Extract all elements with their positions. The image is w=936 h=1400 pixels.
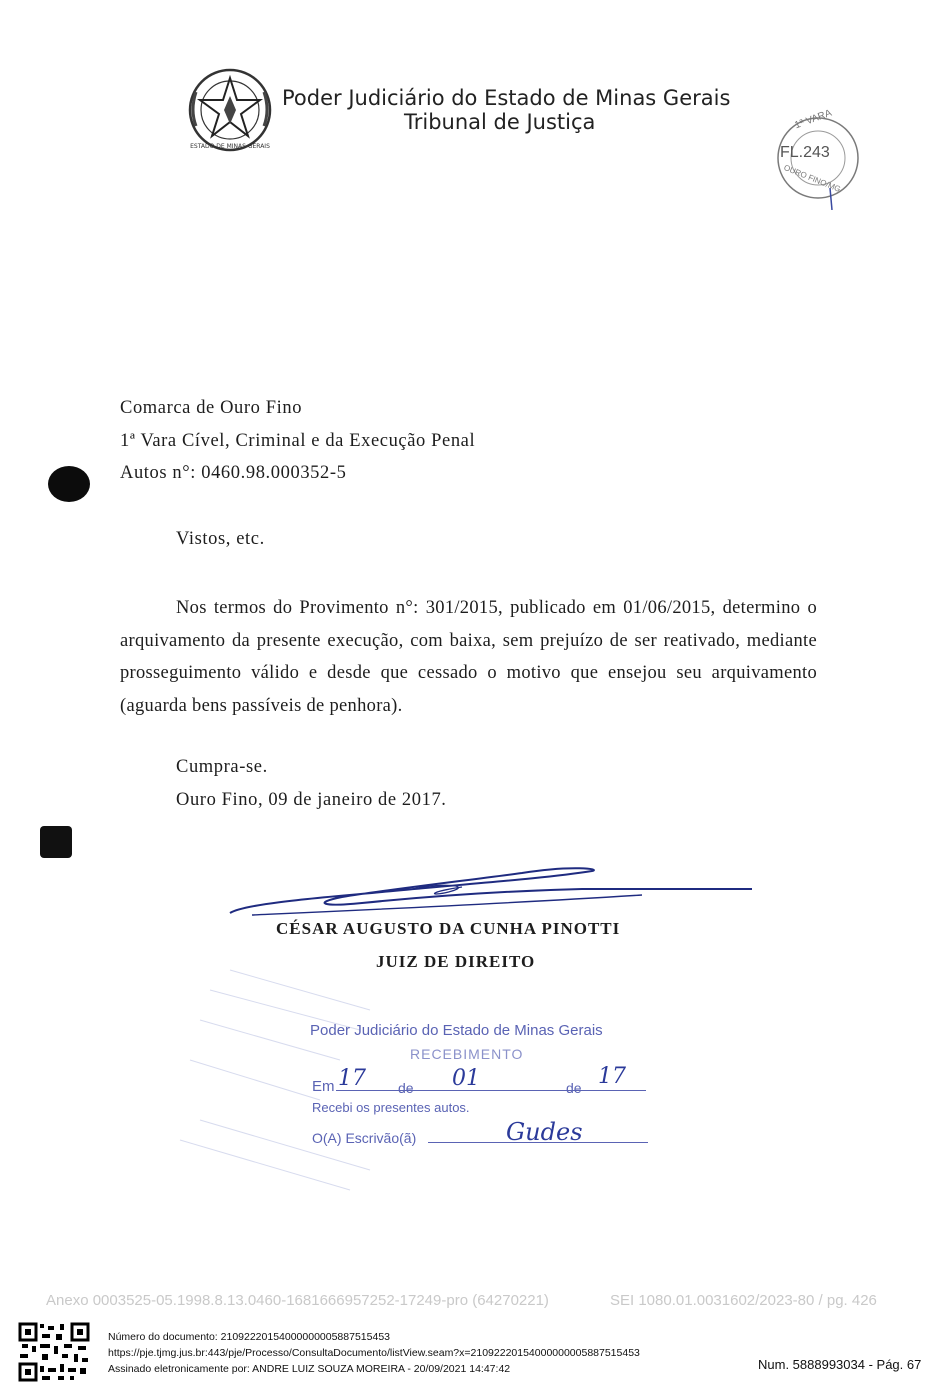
clerk-signature: Gudes — [506, 1118, 583, 1146]
received-date-underline — [336, 1090, 646, 1091]
received-month: 01 — [452, 1066, 480, 1091]
received-em-label: Em — [312, 1078, 335, 1095]
clerk-underline — [428, 1142, 648, 1143]
vara-line: 1ª Vara Cível, Criminal e da Execução Penal — [120, 431, 476, 451]
greeting: Vistos, etc. — [176, 529, 265, 549]
place-date-line: Ouro Fino, 09 de janeiro de 2017. — [176, 790, 447, 810]
redaction-mark — [48, 466, 90, 502]
received-day: 17 — [338, 1066, 366, 1091]
document-number: Número do documento: 21092220154000000005887515453 — [108, 1331, 390, 1343]
court-header-subtitle: Tribunal de Justiça — [404, 110, 596, 134]
received-text: Recebi os presentes autos. — [312, 1100, 470, 1115]
autos-line: Autos n°: 0460.98.000352-5 — [120, 463, 347, 483]
page-number: Num. 5888993034 - Pág. 67 — [758, 1357, 922, 1372]
judge-name: CÉSAR AUGUSTO DA CUNHA PINOTTI — [276, 919, 621, 938]
electronic-signature-info: Assinado eletronicamente por: ANDRE LUIZ SOUZA MOREIRA - 20/09/2021 14:47:42 — [108, 1363, 511, 1375]
folio-stamp — [770, 107, 866, 210]
judge-role: JUIZ DE DIREITO — [376, 952, 536, 971]
closing-line: Cumpra-se. — [176, 757, 268, 777]
main-paragraph: Nos termos do Provimento n°: 301/2015, publicado em 01/06/2015, determino o arquivamento da presente execução, com baixa, sem prejuízo de ser reativado, mediante prosseguimento válido e desde que cessado o motivo que ensejou seu arquivamento (aguarda bens passíveis de penhora). — [120, 598, 817, 716]
folio-stamp-number: FL.243 — [780, 144, 830, 161]
seal-text: ESTADO DE MINAS GERAIS — [190, 143, 270, 150]
received-de2-label: de — [566, 1080, 582, 1096]
folio-stamp-bottom: OURO FINO/MG — [782, 163, 842, 194]
court-header-title: Poder Judiciário do Estado de Minas Gerais — [282, 86, 731, 110]
folio-stamp-top: 1ª VARA — [793, 107, 834, 132]
comarca-line: Comarca de Ouro Fino — [120, 398, 303, 418]
coat-of-arms-seal — [186, 66, 274, 154]
document-url[interactable]: https://pje.tjmg.jus.br:443/pje/Processo/ConsultaDocumento/listView.seam?x=21092220154000000005887515453 — [108, 1347, 640, 1359]
judge-signature — [222, 855, 762, 925]
bleed-through-marks — [170, 960, 410, 1200]
qr-code — [18, 1322, 90, 1382]
annex-reference: Anexo 0003525-05.1998.8.13.0460-1681666957252-17249-pro (64270221) — [46, 1292, 549, 1309]
redaction-mark — [40, 826, 72, 858]
received-stamp-heading: RECEBIMENTO — [410, 1046, 524, 1062]
received-stamp-title: Poder Judiciário do Estado de Minas Gerais — [310, 1022, 603, 1039]
received-de-label: de — [398, 1080, 414, 1096]
clerk-label: O(A) Escrivão(ã) — [312, 1130, 417, 1146]
sei-reference: SEI 1080.01.0031602/2023-80 / pg. 426 — [610, 1292, 877, 1309]
received-year: 17 — [598, 1064, 626, 1089]
